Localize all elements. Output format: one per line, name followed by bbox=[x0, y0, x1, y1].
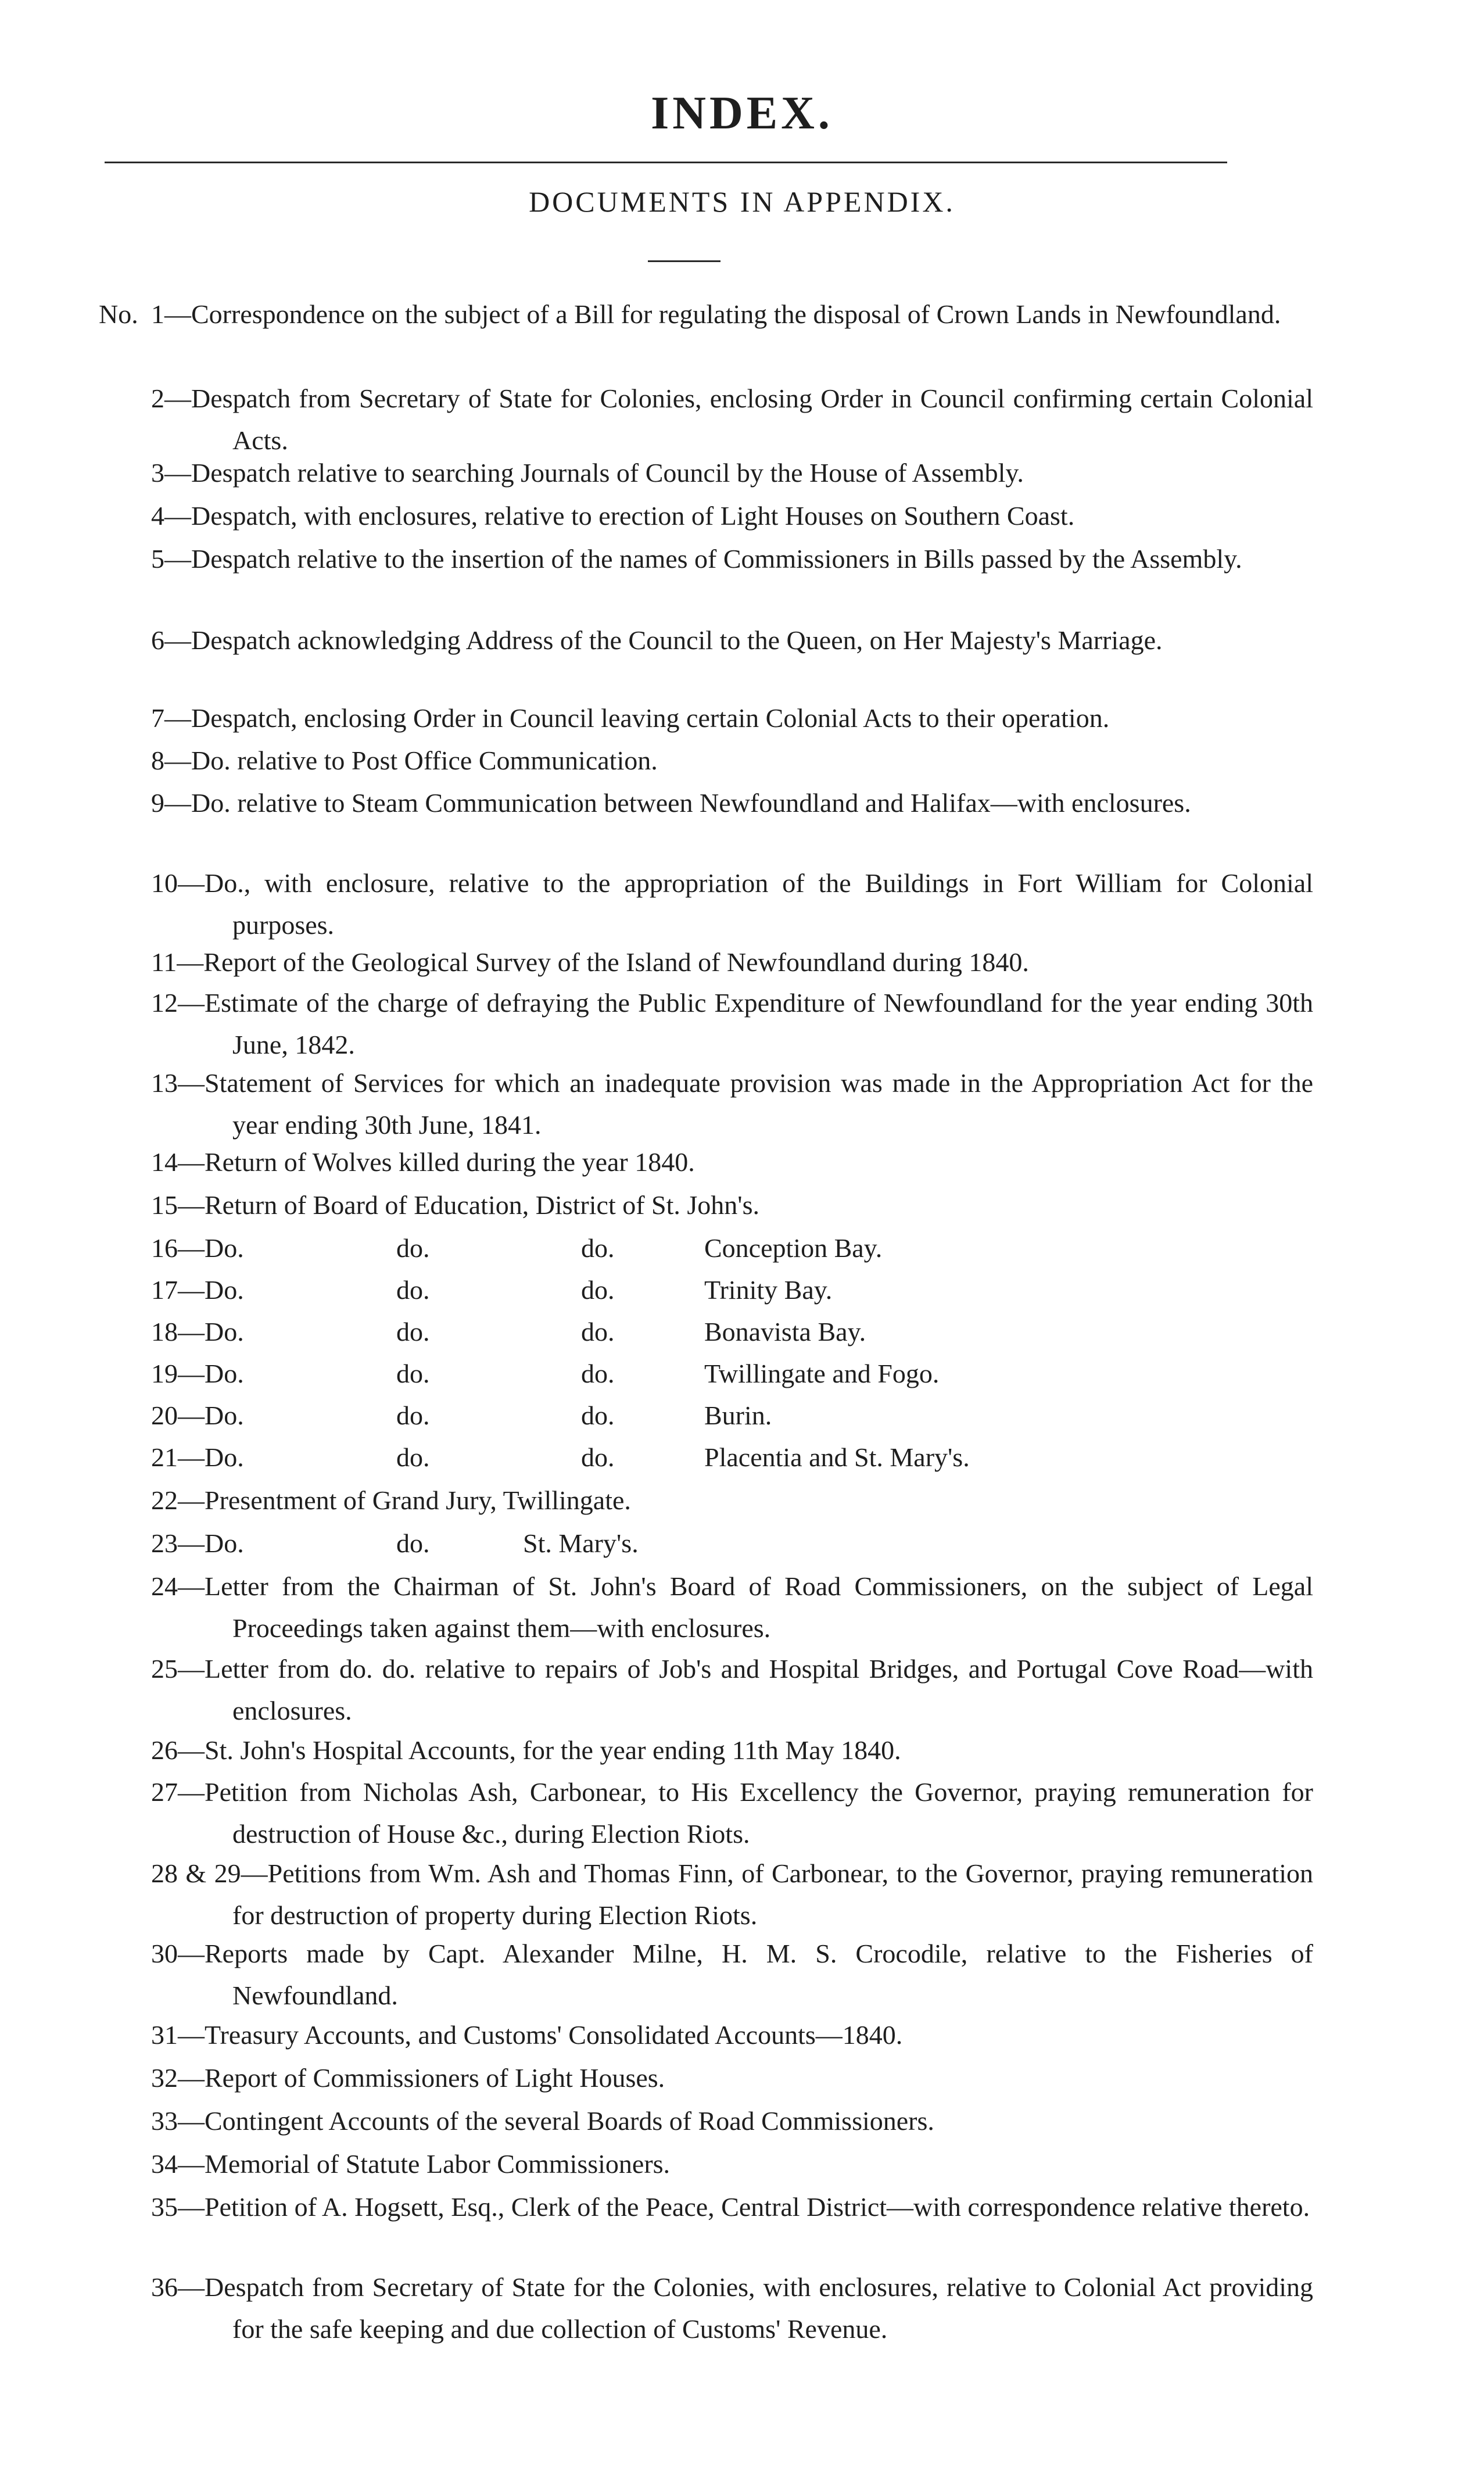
row-number: 23—Do. bbox=[151, 1528, 244, 1558]
index-entry: 15—Return of Board of Education, District of St. John's. bbox=[151, 1190, 759, 1220]
index-entry: 10—Do., with enclosure, relative to the appropriation of the Buildings in Fort William for Colonial purposes. bbox=[151, 868, 1313, 940]
row-number: 16—Do. bbox=[151, 1233, 244, 1263]
index-entry: 11—Report of the Geological Survey of the Island of Newfoundland during 1840. bbox=[151, 947, 1029, 977]
index-entry: 24—Letter from the Chairman of St. John's Board of Road Commissioners, on the subject of Legal Proceedings taken against them—with enclosures. bbox=[151, 1571, 1313, 1643]
index-entry: 1—Correspondence on the subject of a Bill for regulating the disposal of Crown Lands in Newfoundland. bbox=[151, 299, 1281, 329]
index-entry: 9—Do. relative to Steam Communication between Newfoundland and Halifax—with enclosures. bbox=[151, 788, 1191, 818]
ditto-mark: do. bbox=[396, 1401, 430, 1430]
index-entry: 6—Despatch acknowledging Address of the Council to the Queen, on Her Majesty's Marriage. bbox=[151, 625, 1163, 655]
district-name: Placentia and St. Mary's. bbox=[704, 1442, 970, 1472]
district-name: Conception Bay. bbox=[704, 1233, 883, 1263]
index-entry: 36—Despatch from Secretary of State for the Colonies, with enclosures, relative to Colonial Act providing for the safe keeping and due collection of Customs' Revenue. bbox=[151, 2272, 1313, 2344]
section-subtitle: DOCUMENTS IN APPENDIX. bbox=[529, 185, 955, 218]
index-entry: 8—Do. relative to Post Office Communication. bbox=[151, 746, 658, 775]
title-rule bbox=[105, 162, 1227, 163]
page-title: INDEX. bbox=[651, 88, 833, 139]
district-name: Burin. bbox=[704, 1401, 772, 1430]
row-number: 19—Do. bbox=[151, 1359, 244, 1388]
ditto-mark: do. bbox=[396, 1359, 430, 1388]
district-name: Bonavista Bay. bbox=[704, 1317, 866, 1346]
index-entry: 14—Return of Wolves killed during the year 1840. bbox=[151, 1147, 695, 1177]
row-number: 18—Do. bbox=[151, 1317, 244, 1346]
index-entry: 25—Letter from do. do. relative to repairs of Job's and Hospital Bridges, and Portugal Cove Road—with enclosures. bbox=[151, 1654, 1313, 1725]
index-entry: 22—Presentment of Grand Jury, Twillingate. bbox=[151, 1485, 631, 1515]
index-entry: 31—Treasury Accounts, and Customs' Consolidated Accounts—1840. bbox=[151, 2020, 903, 2050]
index-entry: 35—Petition of A. Hogsett, Esq., Clerk of the Peace, Central District—with correspondence relative thereto. bbox=[151, 2192, 1310, 2222]
subtitle-rule bbox=[648, 260, 721, 262]
ditto-mark: do. bbox=[396, 1275, 430, 1305]
index-entry: 32—Report of Commissioners of Light Houses. bbox=[151, 2063, 665, 2093]
index-entry: 2—Despatch from Secretary of State for Colonies, enclosing Order in Council confirming certain Colonial Acts. bbox=[151, 384, 1313, 455]
ditto-mark: do. bbox=[396, 1233, 430, 1263]
index-entry: 13—Statement of Services for which an inadequate provision was made in the Appropriation Act for the year ending 30th June, 1841. bbox=[151, 1068, 1313, 1140]
index-entry: 26—St. John's Hospital Accounts, for the year ending 11th May 1840. bbox=[151, 1735, 901, 1765]
index-entry: 34—Memorial of Statute Labor Commissioners. bbox=[151, 2149, 671, 2179]
ditto-mark: do. bbox=[396, 1442, 430, 1472]
ditto-mark: do. bbox=[581, 1317, 615, 1346]
index-entry: 27—Petition from Nicholas Ash, Carbonear, to His Excellency the Governor, praying remuneration for destruction of House &c., during Election Riots. bbox=[151, 1777, 1313, 1849]
index-entry: 28 & 29—Petitions from Wm. Ash and Thomas Finn, of Carbonear, to the Governor, praying remuneration for destruction of property during Election Riots. bbox=[151, 1858, 1313, 1930]
ditto-mark: do. bbox=[581, 1233, 615, 1263]
district-name: Trinity Bay. bbox=[704, 1275, 833, 1305]
district-name: Twillingate and Fogo. bbox=[704, 1359, 940, 1388]
index-entry: 33—Contingent Accounts of the several Boards of Road Commissioners. bbox=[151, 2106, 934, 2136]
number-prefix: No. bbox=[99, 299, 138, 329]
ditto-mark: do. bbox=[581, 1359, 615, 1388]
ditto-mark: do. bbox=[581, 1401, 615, 1430]
index-entry: 4—Despatch, with enclosures, relative to erection of Light Houses on Southern Coast. bbox=[151, 501, 1075, 531]
district-name: St. Mary's. bbox=[523, 1528, 639, 1558]
ditto-mark: do. bbox=[396, 1317, 430, 1346]
index-entry: 3—Despatch relative to searching Journals of Council by the House of Assembly. bbox=[151, 458, 1024, 488]
ditto-mark: do. bbox=[396, 1528, 430, 1558]
index-entry: 30—Reports made by Capt. Alexander Milne, H. M. S. Crocodile, relative to the Fisheries of Newfoundland. bbox=[151, 1939, 1313, 2010]
index-entry: 12—Estimate of the charge of defraying the Public Expenditure of Newfoundland for the year ending 30th June, 1842. bbox=[151, 988, 1313, 1059]
index-entry: 5—Despatch relative to the insertion of the names of Commissioners in Bills passed by the Assembly. bbox=[151, 544, 1242, 574]
ditto-mark: do. bbox=[581, 1442, 615, 1472]
row-number: 21—Do. bbox=[151, 1442, 244, 1472]
index-entry: 7—Despatch, enclosing Order in Council leaving certain Colonial Acts to their operation. bbox=[151, 703, 1110, 733]
row-number: 20—Do. bbox=[151, 1401, 244, 1430]
row-number: 17—Do. bbox=[151, 1275, 244, 1305]
ditto-mark: do. bbox=[581, 1275, 615, 1305]
